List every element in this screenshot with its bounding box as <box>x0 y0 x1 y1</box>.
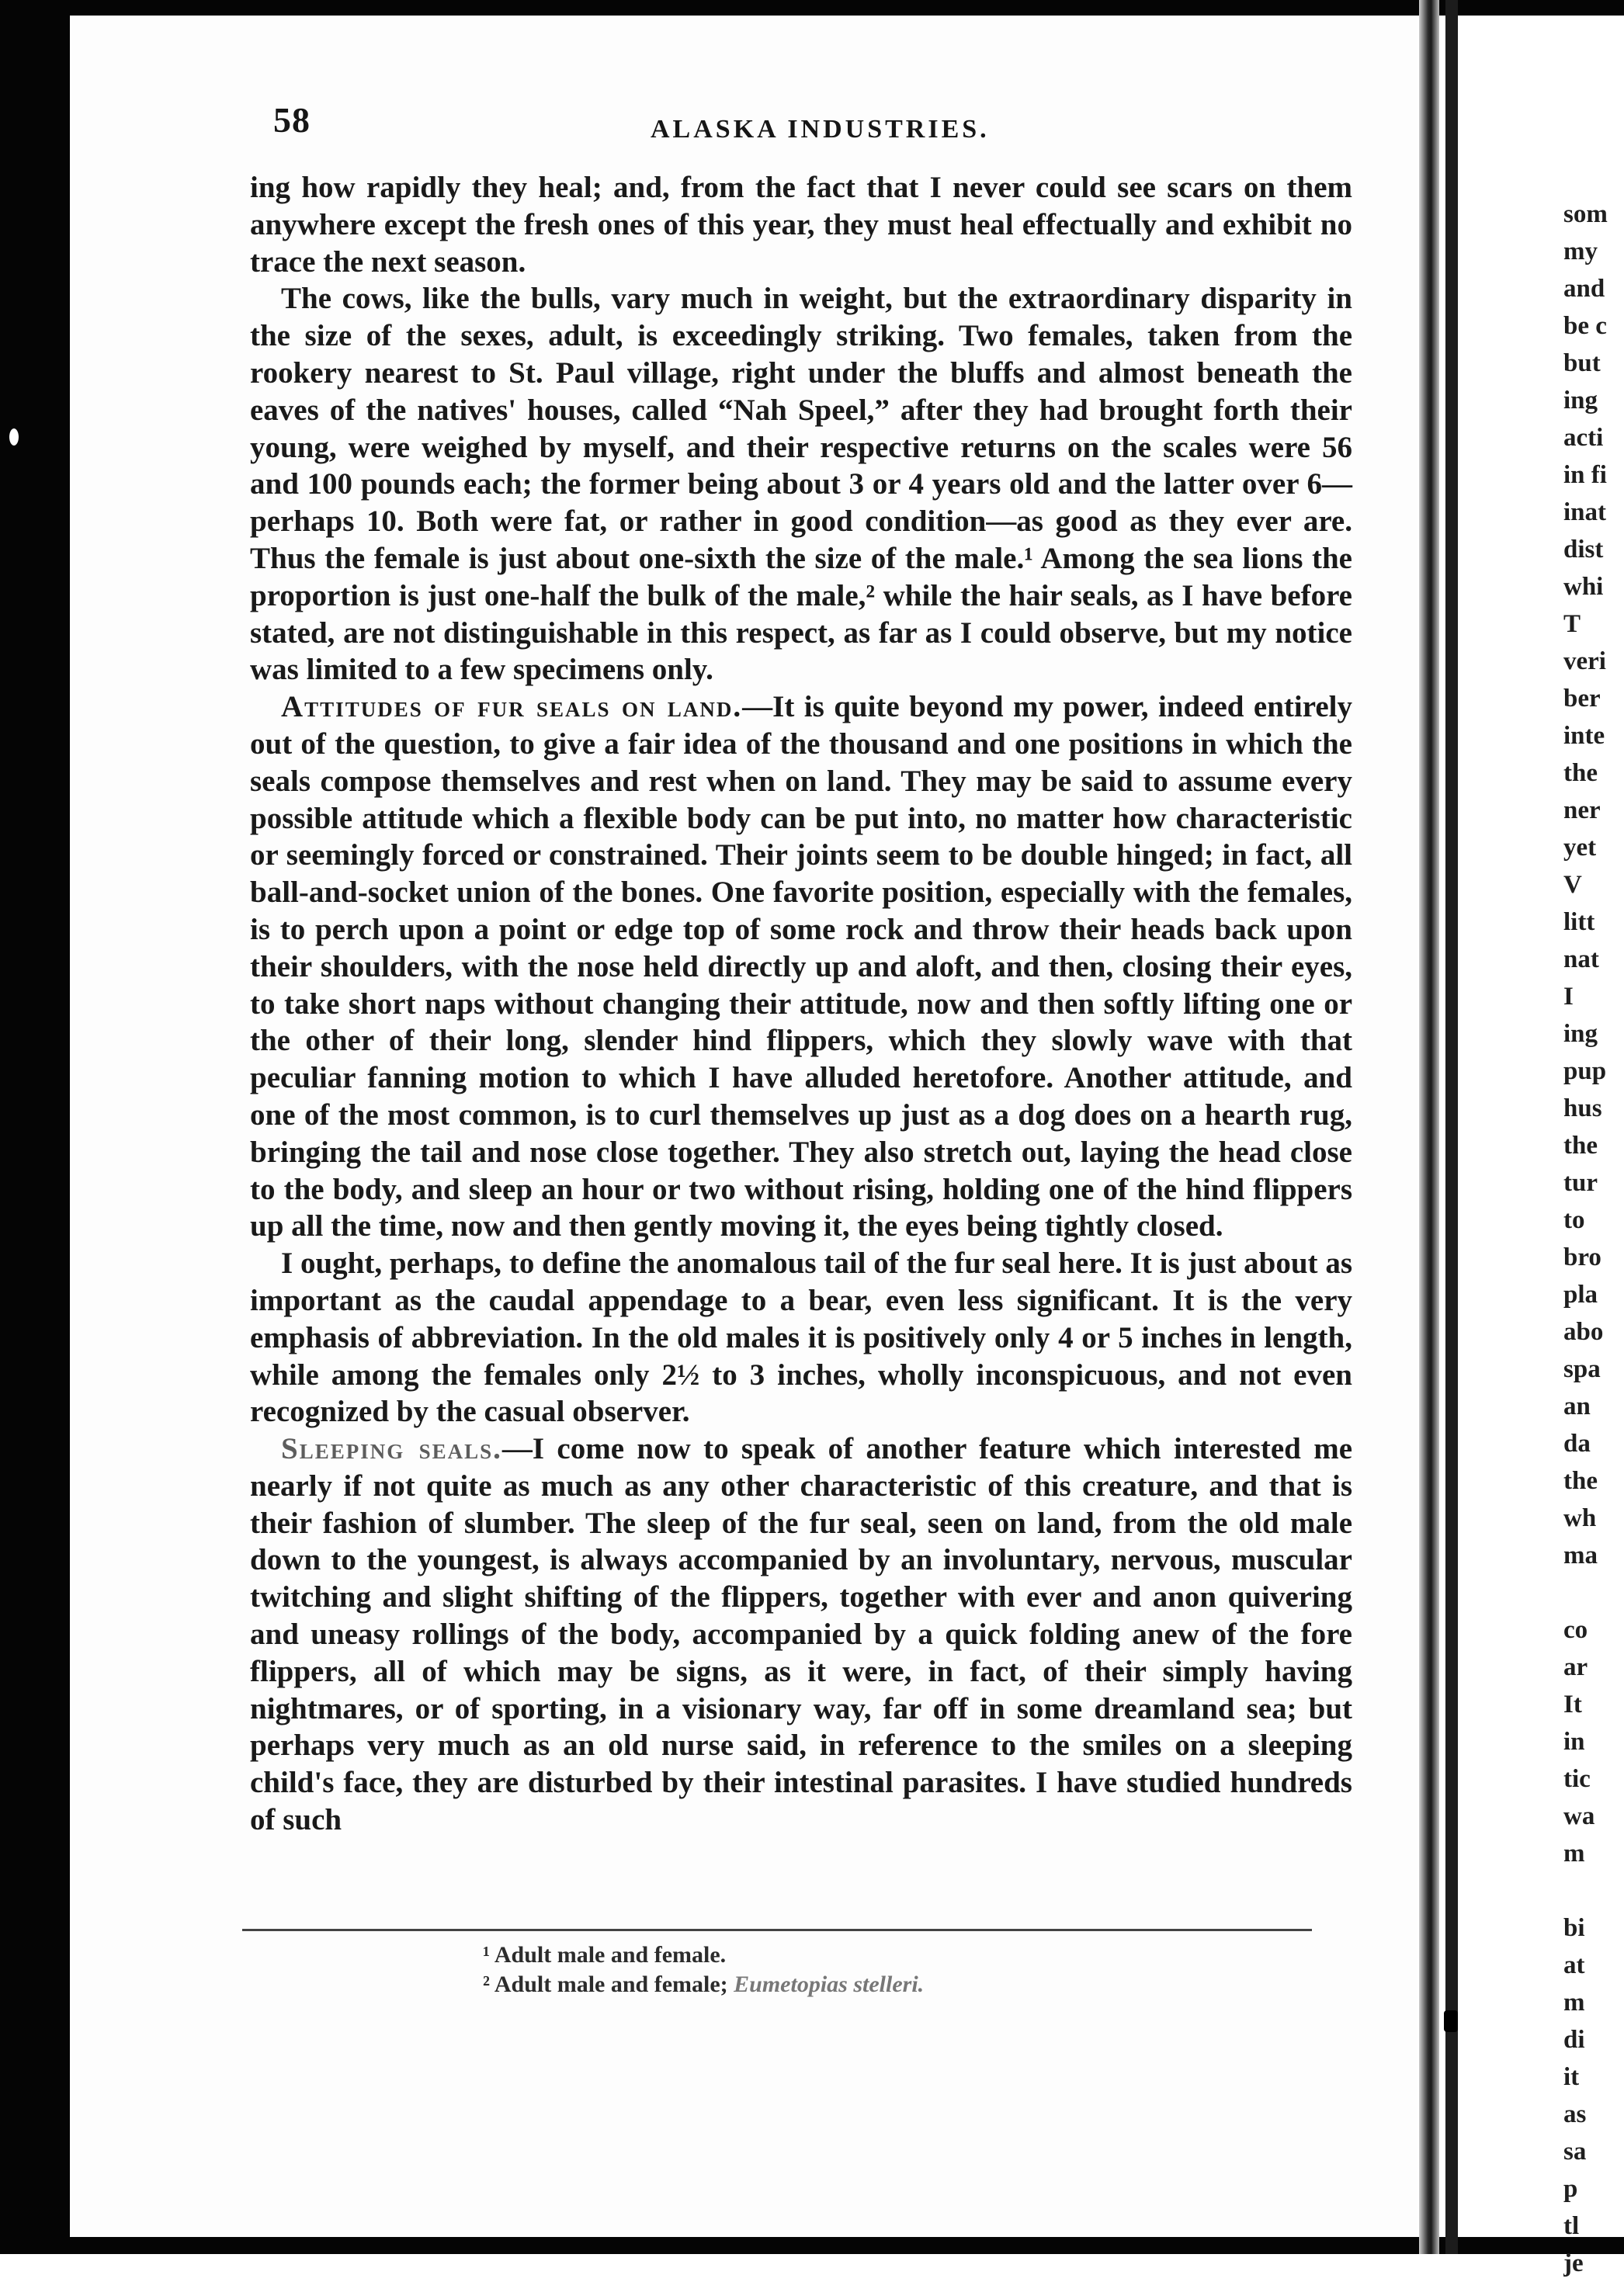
facing-page-line: wh <box>1563 1504 1597 1532</box>
running-head: ALASKA INDUSTRIES. <box>651 115 990 144</box>
facing-page-line: nat <box>1563 945 1599 973</box>
facing-page-line: but <box>1563 349 1601 377</box>
facing-page-line: di <box>1563 2026 1585 2054</box>
facing-page-line: ber <box>1563 685 1601 713</box>
facing-page-line: spa <box>1563 1355 1601 1383</box>
facing-page-line: It <box>1563 1691 1582 1718</box>
facing-page-line <box>1563 1574 1624 1611</box>
facing-page-line: dist <box>1563 536 1604 564</box>
facing-page-line: da <box>1563 1430 1591 1458</box>
footnote-1: ¹ Adult male and female. <box>483 1942 727 1968</box>
paragraph-sleeping-text: —I come now to speak of another feature which interested me nearly if not quite as much as any other characteristic of this creature, and that is their fashion of slumber. The sleep of the fur seal, seen on land, from the old male down to the youngest, is always accompanied by an involuntary, nervous, muscular twitching and slight shifting of the flippers, together with ever and anon quivering and uneasy rollings of the body, accompanied by a quick folding anew of the fore flippers, all of which may be signs, as it were, in fact, of their simply having nightmares, or of sporting, in a visionary way, far off in some dreamland sea; but perhaps very much as an old nurse said, in reference to the smiles on a sleeping child's face, they are disturbed by their intestinal parasites. I have studied hundreds of such <box>250 1432 1352 1837</box>
facing-page-line: to <box>1563 1206 1585 1234</box>
facing-page-line: litt <box>1563 908 1595 936</box>
facing-page-line: the <box>1563 1132 1598 1160</box>
scan-border-bottom <box>0 2237 1624 2254</box>
footnote-rule <box>242 1929 1312 1931</box>
paragraph-attitudes-text: —It is quite beyond my power, indeed entirely out of the question, to give a fair idea of the thousand and one positions in which the seals compose themselves and rest when on land. They may be said to assume every possible attitude which a flexible body can be put into, no matter how characteristic or seemingly forced or constrained. Their joints seem to be double hinged; in fact, all ball-and-socket union of the bones. One favorite position, especially with the females, is to perch upon a point or edge top of some rock and throw their heads back upon their shoulders, with the nose held directly up and aloft, and then, closing their eyes, to take short naps without changing their attitude, now and then softly lifting one or the other of their long, slender hind flippers, which they slowly wave with that peculiar fanning motion to which I have alluded heretofore. Another attitude, and one of the most common, is to curl themselves up just as a dog does on a hearth rug, bringing the tail and nose close together. They also stretch out, laying the head close to the body, and sleep an hour or two without rising, holding one of the hind flippers up all the time, now and then gently moving it, the eyes being tightly closed. <box>250 690 1352 1243</box>
facing-page-line: ner <box>1563 796 1601 824</box>
facing-page-line: be c <box>1563 312 1607 340</box>
book-spine <box>1445 0 1458 2254</box>
section-heading-sleeping: Sleeping seals. <box>281 1432 502 1466</box>
facing-page-line <box>1563 1872 1624 1909</box>
facing-page-line: ing <box>1563 1020 1598 1048</box>
paragraph-continuation: ing how rapidly they heal; and, from the fact that I never could see scars on them anywhere except the fresh ones of this year, they must heal effectually and exhibit no trace the next season. <box>250 171 1352 279</box>
facing-page-line: whi <box>1563 573 1604 601</box>
facing-page-line: V <box>1563 871 1582 899</box>
facing-page-line: my <box>1563 238 1598 265</box>
facing-page-line: tl <box>1563 2212 1580 2240</box>
facing-page-line: m <box>1563 1840 1585 1868</box>
footnote-2-species: Eumetopias stelleri. <box>734 1972 925 1997</box>
paragraph-tail: I ought, perhaps, to define the anomalous tail of the fur seal here. It is just about as important as the caudal appendage to a bear, even less significant. It is the very emphasis of abbreviation. In the old males it is positively only 4 or 5 inches in length, while among the females only 2½ to 3 inches, wholly inconspicuous, and not even recognized by the casual observer. <box>250 1247 1352 1429</box>
facing-page-line: tur <box>1563 1169 1598 1197</box>
facing-page-line: bi <box>1563 1914 1585 1942</box>
facing-page-line: bro <box>1563 1243 1601 1271</box>
paragraph-cows: The cows, like the bulls, vary much in weight, but the extraordinary disparity in the size of the sexes, adult, is exceedingly striking. Two females, taken from the rookery nearest to St. Paul village, right under the bluffs and almost beneath the eaves of the natives' houses, called “Nah Speel,” after they had brought forth their young, were weighed by myself, and their respective returns on the scales were 56 and 100 pounds each; the former being about 3 or 4 years old and the latter over 6—perhaps 10. Both were fat, or rather in good condition—as good as they ever are. Thus the female is just about one-sixth the size of the male.¹ Among the sea lions the proportion is just one-half the bulk of the male,² while the hair seals, as I have before stated, are not distinguishable in this respect, as far as I could observe, but my notice was limited to a few specimens only. <box>250 282 1352 687</box>
facing-page-line: acti <box>1563 424 1604 452</box>
facing-page-line: tic <box>1563 1765 1591 1793</box>
facing-page-line: as <box>1563 2100 1587 2128</box>
facing-page-line: and <box>1563 275 1605 303</box>
facing-page-line: inat <box>1563 498 1607 526</box>
facing-page-line: inte <box>1563 722 1605 750</box>
footnote-2-text: ² Adult male and female; <box>483 1972 728 1997</box>
facing-page-line: yet <box>1563 834 1597 862</box>
paragraph-sleeping <box>250 1431 1352 1839</box>
body-text <box>250 169 1352 1839</box>
facing-page-line: I <box>1563 983 1574 1011</box>
facing-page-line: som <box>1563 200 1608 228</box>
facing-page-line: hus <box>1563 1094 1602 1122</box>
page-header <box>273 99 1345 154</box>
spine-mark <box>1444 2010 1458 2032</box>
facing-page-line: je <box>1563 2249 1584 2277</box>
scan-speck <box>9 428 19 446</box>
facing-page-line: p <box>1563 2175 1578 2203</box>
facing-page-line: co <box>1563 1616 1588 1644</box>
facing-page-line: T <box>1563 610 1581 638</box>
book-gutter <box>1419 0 1439 2254</box>
facing-page-line: in fi <box>1563 461 1607 489</box>
facing-page-fragment <box>1563 196 1624 2282</box>
footnotes <box>483 1940 1376 1999</box>
page-number: 58 <box>273 100 311 140</box>
facing-page-line: in <box>1563 1728 1585 1756</box>
facing-page-line: an <box>1563 1392 1591 1420</box>
facing-page-line: abo <box>1563 1318 1604 1346</box>
section-heading-attitudes: Attitudes of fur seals on land. <box>281 690 743 724</box>
facing-page-line: pup <box>1563 1057 1607 1085</box>
facing-page-line: ma <box>1563 1542 1598 1569</box>
facing-page-line: sa <box>1563 2138 1587 2166</box>
facing-page-line: the <box>1563 759 1598 787</box>
scan-border-left <box>0 0 70 2254</box>
facing-page-line: ar <box>1563 1653 1588 1681</box>
facing-page-line: it <box>1563 2063 1580 2091</box>
facing-page-line: at <box>1563 1951 1585 1979</box>
facing-page-line: ing <box>1563 387 1598 414</box>
footnote-2 <box>483 1970 1376 1999</box>
facing-page-line: wa <box>1563 1802 1595 1830</box>
paragraph-attitudes <box>250 688 1352 1245</box>
scan-border-top <box>0 0 1624 16</box>
facing-page-line: pla <box>1563 1281 1598 1309</box>
facing-page-line: the <box>1563 1467 1598 1495</box>
facing-page-line: m <box>1563 1989 1585 2017</box>
facing-page-line: veri <box>1563 647 1606 675</box>
